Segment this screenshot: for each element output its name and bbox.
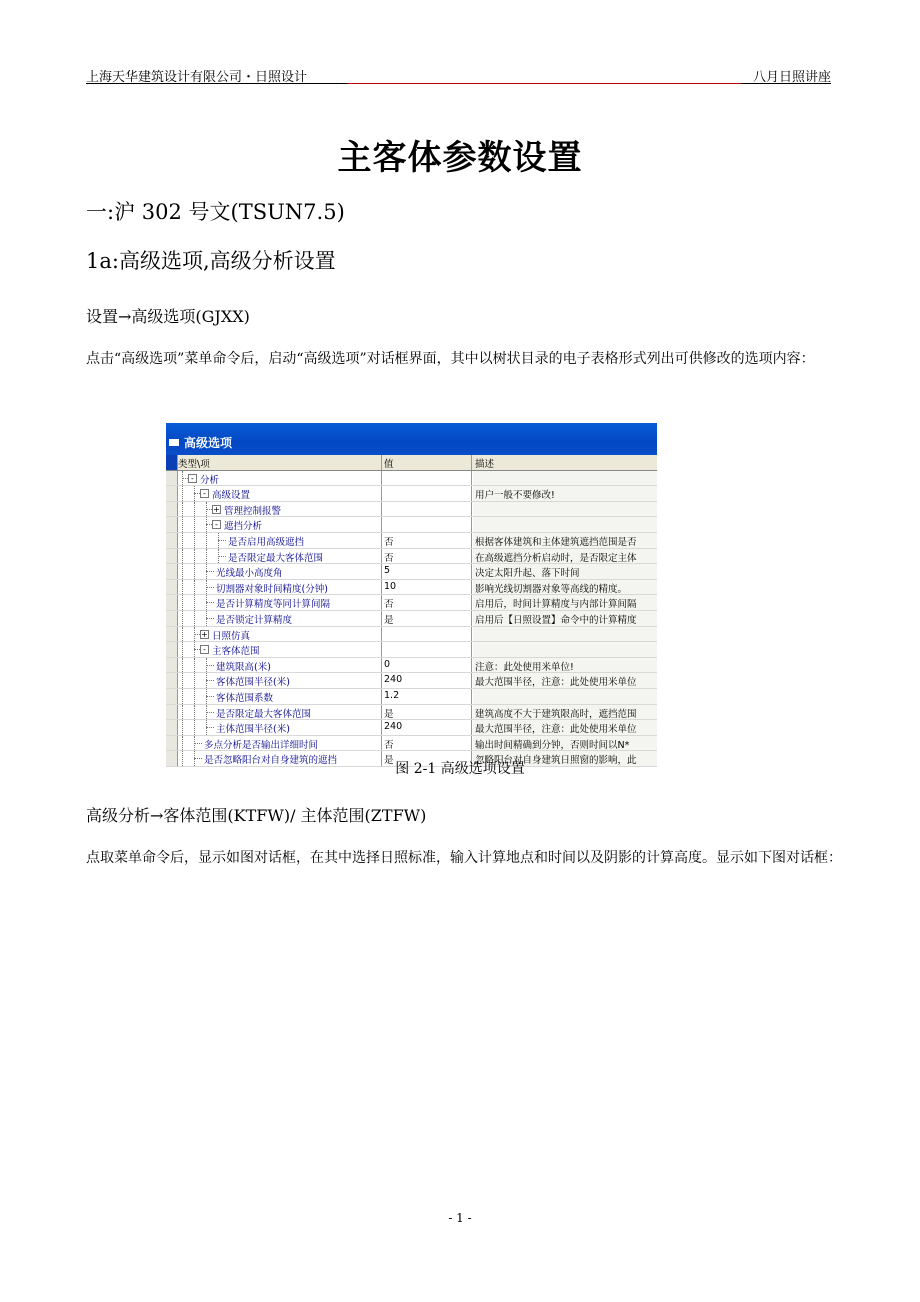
option-label: 分析 xyxy=(200,474,220,486)
grid-row[interactable] xyxy=(166,658,657,674)
collapse-icon[interactable]: - xyxy=(200,645,209,654)
tree-guide xyxy=(182,627,183,642)
figure-caption: 图 2-1 高级选项设置 xyxy=(395,761,525,777)
option-label: 遮挡分析 xyxy=(224,521,263,533)
cell-description xyxy=(473,627,657,642)
subsection-heading-1: 设置→高级选项(GJXX) xyxy=(86,307,250,326)
tree-branch xyxy=(206,696,214,697)
option-label: 管理控制报警 xyxy=(224,505,282,517)
cell-value[interactable] xyxy=(382,611,472,626)
option-label: 主客体范围 xyxy=(212,646,260,658)
option-description: 启用后，时间计算精度与内部计算间隔 xyxy=(475,599,637,611)
option-value: 是 xyxy=(384,755,394,767)
grid-row[interactable] xyxy=(166,486,657,502)
option-value: 否 xyxy=(384,552,394,564)
row-header[interactable] xyxy=(166,517,178,532)
row-header[interactable] xyxy=(166,658,178,673)
option-label: 是否启用高级遮挡 xyxy=(228,536,305,548)
row-header[interactable] xyxy=(166,595,178,610)
cell-description xyxy=(473,533,657,548)
expand-icon[interactable]: + xyxy=(201,629,208,639)
option-value: 240 xyxy=(384,721,403,733)
tree-guide xyxy=(182,705,183,720)
option-description: 建筑高度不大于建筑限高时，遮挡范围 xyxy=(475,708,637,720)
option-description: 在高级遮挡分析启动时，是否限定主体 xyxy=(475,552,637,564)
cell-value[interactable] xyxy=(382,736,472,751)
option-label: 切割器对象时间精度(分钟) xyxy=(216,583,328,595)
header-left: 上海天华建筑设计有限公司・日照设计 xyxy=(86,70,308,85)
tree-guide xyxy=(194,549,195,564)
page-title: 主客体参数设置 xyxy=(337,138,583,178)
option-value: 5 xyxy=(384,565,391,577)
advanced-options-dialog xyxy=(166,423,657,767)
grid-row[interactable] xyxy=(166,549,657,565)
grid-row[interactable] xyxy=(166,627,657,643)
grid-row[interactable] xyxy=(166,517,657,533)
tree-guide xyxy=(194,517,195,532)
grid-row[interactable] xyxy=(166,611,657,627)
dialog-titlebar[interactable] xyxy=(166,423,657,455)
tree-branch xyxy=(206,680,214,681)
header-accent-rule xyxy=(348,83,741,84)
option-description: 根据客体建筑和主体建筑遮挡范围是否 xyxy=(475,536,637,548)
cell-type[interactable] xyxy=(178,549,382,564)
paragraph-2: 点取菜单命令后，显示如图对话框，在其中选择日照标准，输入计算地点和时间以及阴影的计算高度。显示如下图对话框： xyxy=(86,850,842,866)
cell-description xyxy=(473,642,657,657)
window-icon xyxy=(169,439,179,446)
tree-guide xyxy=(182,502,183,517)
cell-type[interactable] xyxy=(178,471,382,486)
cell-type[interactable] xyxy=(178,627,382,642)
grid-row[interactable] xyxy=(166,689,657,705)
tree-guide xyxy=(194,564,195,579)
cell-type[interactable] xyxy=(178,689,382,704)
section-heading-2: 1a:高级选项,高级分析设置 xyxy=(86,249,336,273)
tree-guide xyxy=(182,486,183,501)
option-description: 最大范围半径，注意：此处使用米单位 xyxy=(475,677,637,689)
option-label: 是否锁定计算精度 xyxy=(216,614,293,626)
tree-branch xyxy=(206,618,214,619)
option-description: 决定太阳升起、落下时间 xyxy=(475,568,580,580)
grid-row[interactable] xyxy=(166,736,657,752)
cell-type[interactable] xyxy=(178,673,382,688)
grid-row[interactable] xyxy=(166,564,657,580)
cell-description xyxy=(473,549,657,564)
tree-guide xyxy=(206,549,207,564)
tree-guide xyxy=(182,533,183,548)
option-label: 高级设置 xyxy=(212,490,251,502)
cell-value[interactable] xyxy=(382,595,472,610)
tree-guide xyxy=(182,595,183,610)
tree-guide xyxy=(182,720,183,735)
row-header[interactable] xyxy=(166,720,178,735)
option-label: 是否限定最大客体范围 xyxy=(228,552,324,564)
cell-value[interactable] xyxy=(382,580,472,595)
cell-type[interactable] xyxy=(178,502,382,517)
option-description: 用户一般不要修改! xyxy=(475,490,555,502)
option-description: 最大范围半径，注意：此处使用米单位 xyxy=(475,724,637,736)
tree-branch xyxy=(206,665,214,666)
cell-value[interactable] xyxy=(382,673,472,688)
column-header-description[interactable]: 描述 xyxy=(473,455,657,470)
option-value: 否 xyxy=(384,739,394,751)
collapse-icon[interactable]: - xyxy=(212,520,221,529)
cell-description xyxy=(473,595,657,610)
cell-type[interactable] xyxy=(178,595,382,610)
tree-guide xyxy=(182,736,183,751)
cell-type[interactable] xyxy=(178,642,382,657)
option-description: 影响光线切割器对象等高线的精度。 xyxy=(475,583,628,595)
option-label: 是否计算精度等同计算间隔 xyxy=(216,599,331,611)
row-header[interactable] xyxy=(166,564,178,579)
section-heading-1: 一:沪 302 号文(TSUN7.5) xyxy=(86,200,345,224)
grid-row[interactable] xyxy=(166,642,657,658)
option-label: 建筑限高(米) xyxy=(216,661,271,673)
tree-branch xyxy=(218,556,226,557)
cell-type[interactable] xyxy=(178,736,382,751)
row-header[interactable] xyxy=(166,549,178,564)
option-label: 客体范围半径(米) xyxy=(216,677,290,689)
cell-type[interactable] xyxy=(178,580,382,595)
row-header-corner xyxy=(166,455,178,470)
tree-branch xyxy=(206,571,214,572)
option-value: 1.2 xyxy=(384,689,400,701)
subsection-heading-2: 高级分析→客体范围(KTFW)/ 主体范围(ZTFW) xyxy=(86,806,427,825)
tree-guide xyxy=(206,533,207,548)
header-right: 八月日照讲座 xyxy=(752,70,831,85)
page-header xyxy=(86,66,831,84)
column-header-type[interactable]: 类型\项 xyxy=(178,455,382,470)
row-header[interactable] xyxy=(166,533,178,548)
collapse-icon[interactable]: - xyxy=(200,489,209,498)
tree-guide xyxy=(182,658,183,673)
cell-value[interactable] xyxy=(382,658,472,673)
page-number: - 1 - xyxy=(448,1211,472,1225)
cell-description xyxy=(473,486,657,501)
grid-row[interactable] xyxy=(166,595,657,611)
tree-guide xyxy=(194,502,195,517)
cell-type[interactable] xyxy=(178,564,382,579)
tree-branch xyxy=(194,743,202,744)
grid-row[interactable] xyxy=(166,580,657,596)
cell-value[interactable] xyxy=(382,533,472,548)
options-grid[interactable] xyxy=(166,455,657,767)
collapse-icon[interactable]: - xyxy=(188,474,197,483)
row-header[interactable] xyxy=(166,642,178,657)
option-value: 否 xyxy=(384,536,394,548)
grid-header-row xyxy=(166,455,657,471)
cell-value[interactable] xyxy=(382,549,472,564)
row-header[interactable] xyxy=(166,486,178,501)
cell-description xyxy=(473,736,657,751)
cell-description xyxy=(473,689,657,704)
tree-guide xyxy=(194,595,195,610)
cell-value[interactable] xyxy=(382,471,472,486)
row-header[interactable] xyxy=(166,580,178,595)
tree-guide xyxy=(182,642,183,657)
row-header[interactable] xyxy=(166,611,178,626)
cell-type[interactable] xyxy=(178,705,382,720)
option-value: 否 xyxy=(384,599,394,611)
row-header[interactable] xyxy=(166,502,178,517)
grid-row[interactable] xyxy=(166,471,657,487)
expand-icon[interactable]: + xyxy=(213,504,220,514)
option-label: 日照仿真 xyxy=(212,630,251,642)
cell-value[interactable] xyxy=(382,627,472,642)
tree-guide xyxy=(194,720,195,735)
grid-row[interactable] xyxy=(166,705,657,721)
option-description: 输出时间精确到分钟，否则时间以N* xyxy=(475,739,630,751)
tree-guide xyxy=(194,673,195,688)
row-header[interactable] xyxy=(166,673,178,688)
tree-guide xyxy=(194,611,195,626)
tree-guide xyxy=(182,517,183,532)
tree-guide xyxy=(182,689,183,704)
tree-guide xyxy=(194,658,195,673)
cell-type[interactable] xyxy=(178,611,382,626)
option-label: 多点分析是否输出详细时间 xyxy=(204,739,319,751)
tree-guide xyxy=(194,533,195,548)
cell-type[interactable] xyxy=(178,517,382,532)
paragraph-1: 点击“高级选项”菜单命令后，启动“高级选项”对话框界面，其中以树状目录的电子表格形式列出可供修改的选项内容： xyxy=(86,351,815,367)
tree-branch xyxy=(206,587,214,588)
cell-description xyxy=(473,658,657,673)
tree-branch xyxy=(218,540,226,541)
cell-description xyxy=(473,580,657,595)
tree-branch xyxy=(206,712,214,713)
grid-row[interactable] xyxy=(166,533,657,549)
dialog-title: 高级选项 xyxy=(184,436,233,450)
cell-description xyxy=(473,471,657,486)
tree-branch xyxy=(206,602,214,603)
tree-guide xyxy=(182,611,183,626)
cell-description xyxy=(473,517,657,532)
column-header-value[interactable]: 值 xyxy=(382,455,472,470)
option-description: 启用后【日照设置】命令中的计算精度 xyxy=(475,614,637,626)
row-header[interactable] xyxy=(166,689,178,704)
cell-description xyxy=(473,564,657,579)
grid-row[interactable] xyxy=(166,502,657,518)
option-value: 240 xyxy=(384,674,403,686)
cell-value[interactable] xyxy=(382,517,472,532)
tree-guide xyxy=(182,673,183,688)
row-header[interactable] xyxy=(166,705,178,720)
option-description: 忽略阳台对自身建筑日照窗的影响，此 xyxy=(475,755,637,767)
row-header[interactable] xyxy=(166,627,178,642)
option-label: 客体范围系数 xyxy=(216,692,274,704)
option-label: 光线最小高度角 xyxy=(216,568,283,580)
option-value: 10 xyxy=(384,580,397,592)
cell-description xyxy=(473,720,657,735)
cell-value[interactable] xyxy=(382,705,472,720)
option-label: 是否限定最大客体范围 xyxy=(216,708,312,720)
option-value: 是 xyxy=(384,614,394,626)
cell-value[interactable] xyxy=(382,689,472,704)
option-value: 0 xyxy=(384,658,391,670)
cell-type[interactable] xyxy=(178,533,382,548)
cell-value[interactable] xyxy=(382,642,472,657)
tree-guide xyxy=(194,689,195,704)
tree-guide xyxy=(194,580,195,595)
row-header[interactable] xyxy=(166,736,178,751)
option-value: 是 xyxy=(384,708,394,720)
tree-guide xyxy=(182,564,183,579)
option-label: 主体范围半径(米) xyxy=(216,724,290,736)
cell-value[interactable] xyxy=(382,564,472,579)
cell-description xyxy=(473,502,657,517)
row-header[interactable] xyxy=(166,471,178,486)
cell-description xyxy=(473,673,657,688)
option-description: 注意：此处使用米单位! xyxy=(475,661,574,673)
cell-type[interactable] xyxy=(178,720,382,735)
tree-guide xyxy=(182,580,183,595)
cell-value[interactable] xyxy=(382,486,472,501)
grid-row[interactable] xyxy=(166,673,657,689)
tree-guide xyxy=(194,705,195,720)
cell-description xyxy=(473,705,657,720)
option-label: 是否忽略阳台对自身建筑的遮挡 xyxy=(204,755,338,767)
grid-row[interactable] xyxy=(166,720,657,736)
tree-branch xyxy=(206,727,214,728)
tree-guide xyxy=(182,549,183,564)
cell-description xyxy=(473,611,657,626)
cell-value[interactable] xyxy=(382,720,472,735)
cell-value[interactable] xyxy=(382,502,472,517)
cell-type[interactable] xyxy=(178,486,382,501)
cell-type[interactable] xyxy=(178,658,382,673)
